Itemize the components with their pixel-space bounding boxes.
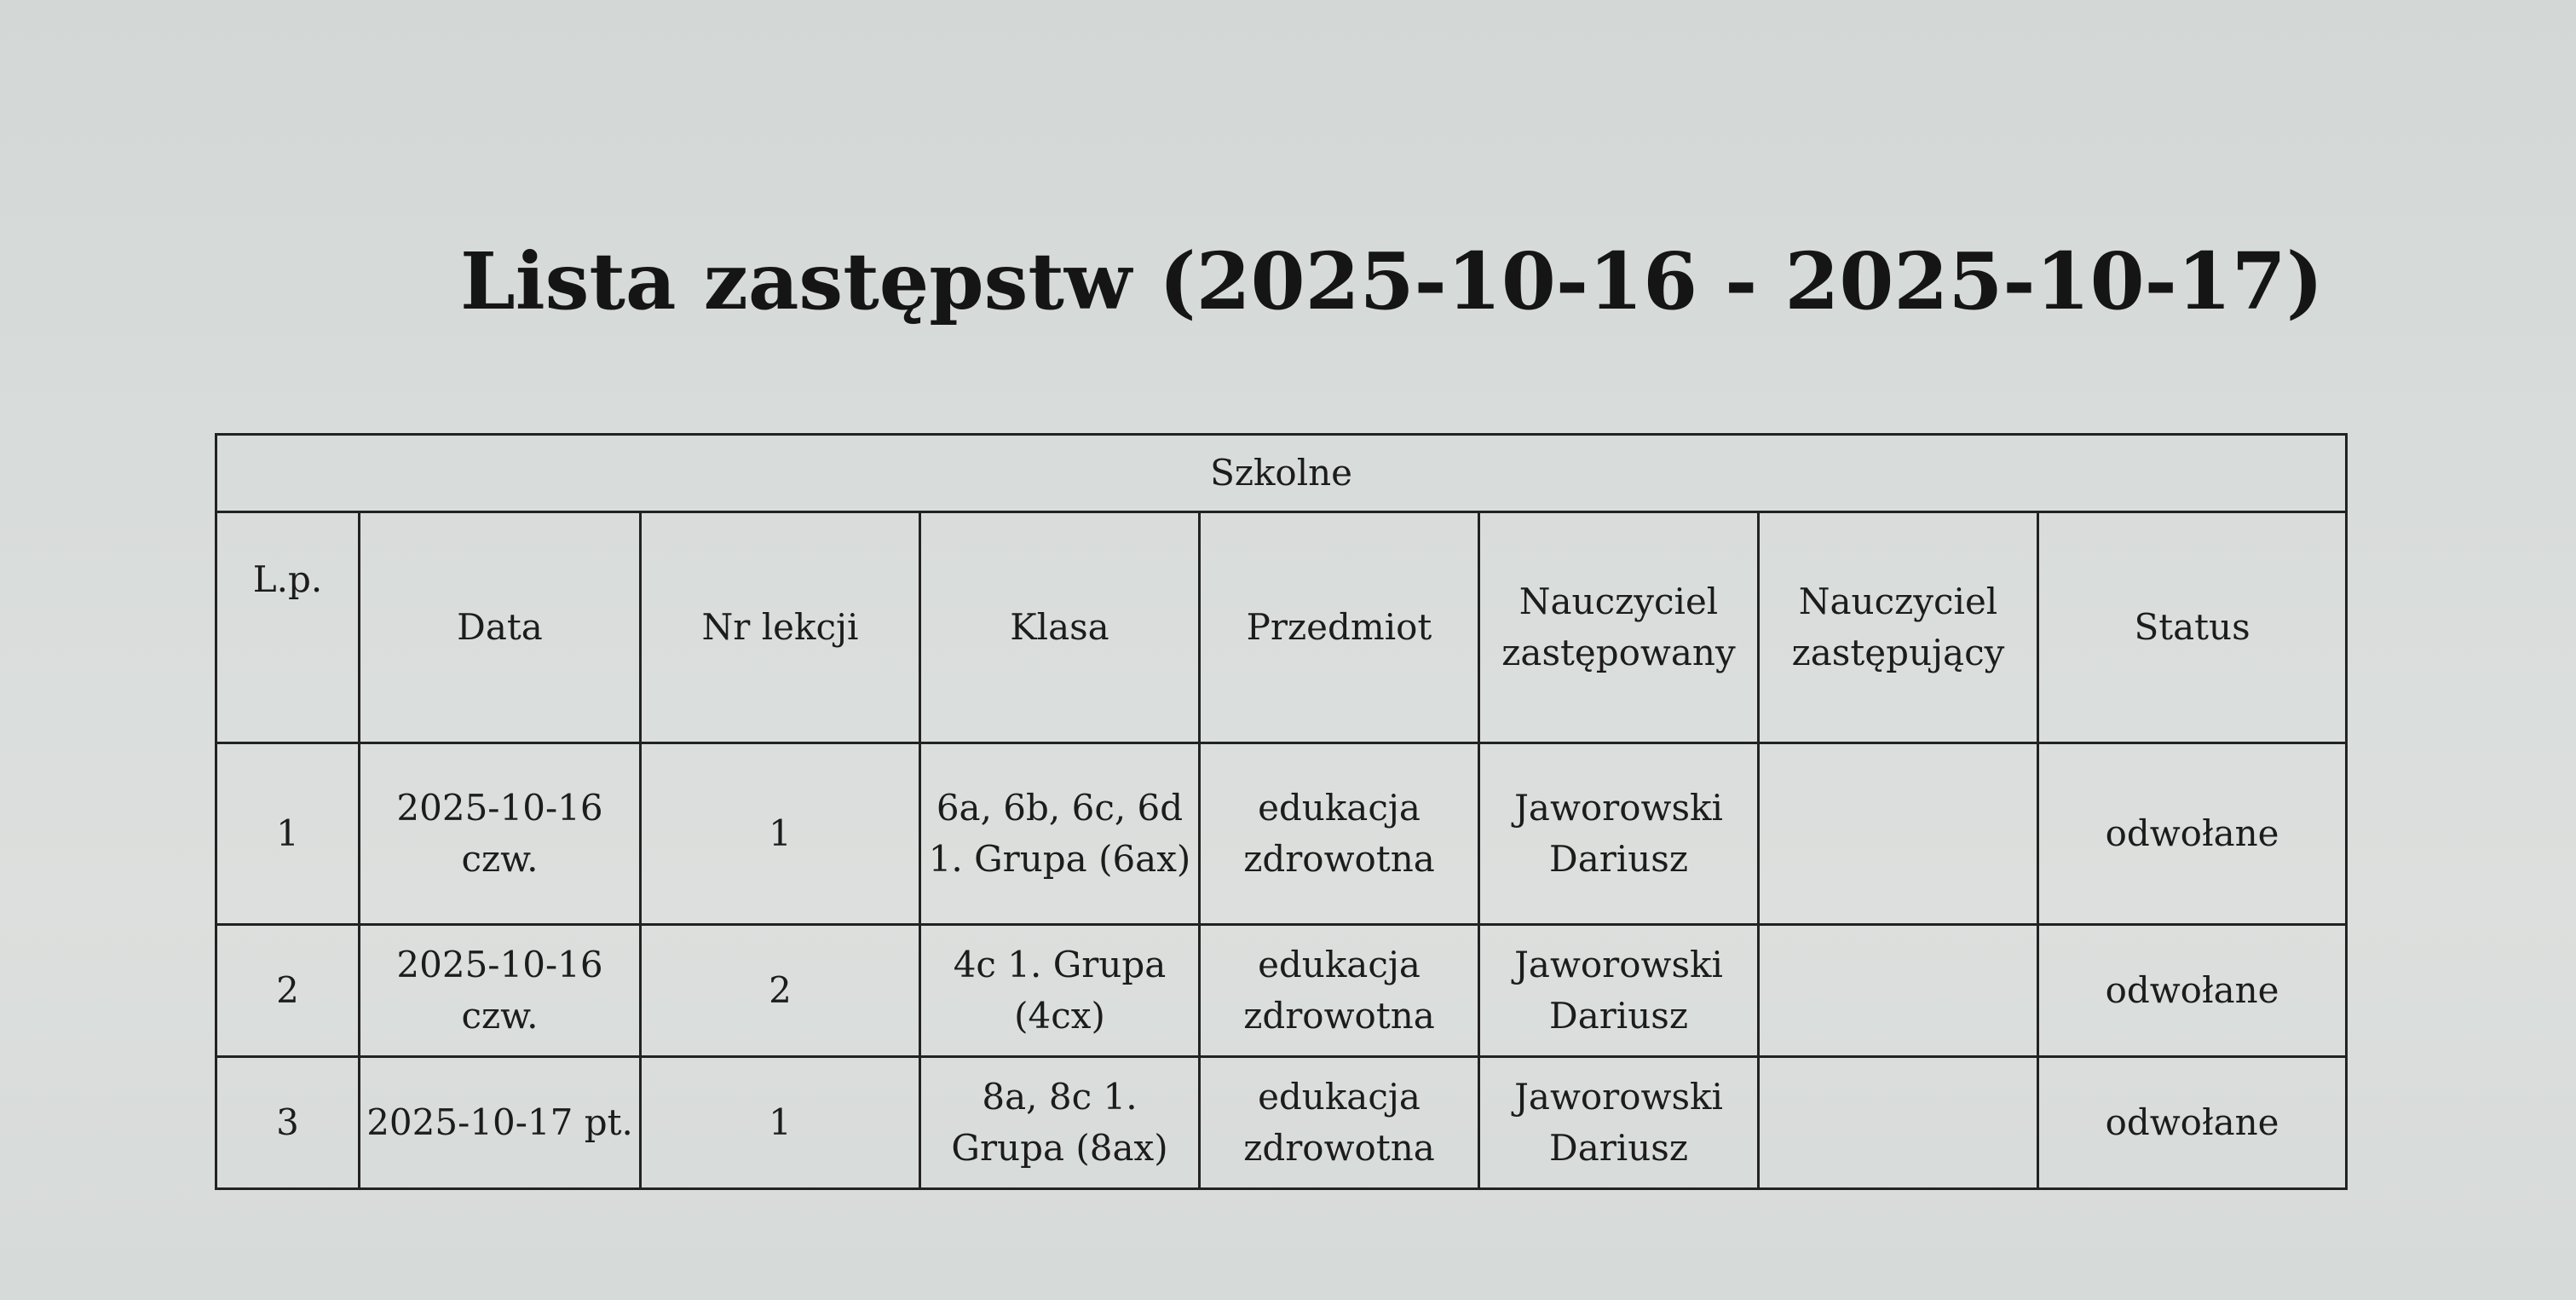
cell-data: 2025-10-16 czw. (360, 925, 641, 1057)
cell-klasa: 6a, 6b, 6c, 6d 1. Grupa (6ax) (920, 743, 1200, 925)
cell-status: odwołane (2038, 925, 2347, 1057)
header-przedmiot: Przedmiot (1200, 512, 1479, 743)
cell-klasa: 4c 1. Grupa (4cx) (920, 925, 1200, 1057)
cell-przedmiot: edukacja zdrowotna (1200, 743, 1479, 925)
cell-lp: 3 (216, 1057, 360, 1189)
table-row (216, 1057, 2347, 1189)
header-lp: L.p. (216, 512, 360, 743)
table-row (216, 743, 2347, 925)
section-title: Szkolne (216, 435, 2347, 512)
cell-lp: 2 (216, 925, 360, 1057)
cell-nr-lekcji: 2 (641, 925, 920, 1057)
section-header-row (216, 435, 2347, 512)
cell-przedmiot: edukacja zdrowotna (1200, 925, 1479, 1057)
cell-nauczyciel-zastepujacy (1759, 743, 2038, 925)
cell-nauczyciel-zastepowany: Jaworowski Dariusz (1479, 743, 1759, 925)
header-status: Status (2038, 512, 2347, 743)
cell-nauczyciel-zastepowany: Jaworowski Dariusz (1479, 925, 1759, 1057)
cell-nauczyciel-zastepujacy (1759, 925, 2038, 1057)
column-header-row (216, 512, 2347, 743)
cell-status: odwołane (2038, 1057, 2347, 1189)
cell-nr-lekcji: 1 (641, 1057, 920, 1189)
header-nauczyciel-zastepowany: Nauczyciel zastępowany (1479, 512, 1759, 743)
cell-nr-lekcji: 1 (641, 743, 920, 925)
cell-klasa: 8a, 8c 1. Grupa (8ax) (920, 1057, 1200, 1189)
header-nauczyciel-zastepujacy: Nauczyciel zastępujący (1759, 512, 2038, 743)
cell-nauczyciel-zastepowany: Jaworowski Dariusz (1479, 1057, 1759, 1189)
table-row (216, 925, 2347, 1057)
substitutions-table (215, 433, 2348, 1190)
page-title: Lista zastępstw (2025-10-16 - 2025-10-17) (460, 235, 2324, 327)
header-data: Data (360, 512, 641, 743)
header-nr-lekcji: Nr lekcji (641, 512, 920, 743)
cell-status: odwołane (2038, 743, 2347, 925)
header-klasa: Klasa (920, 512, 1200, 743)
cell-data: 2025-10-17 pt. (360, 1057, 641, 1189)
cell-lp: 1 (216, 743, 360, 925)
cell-data: 2025-10-16 czw. (360, 743, 641, 925)
cell-nauczyciel-zastepujacy (1759, 1057, 2038, 1189)
cell-przedmiot: edukacja zdrowotna (1200, 1057, 1479, 1189)
